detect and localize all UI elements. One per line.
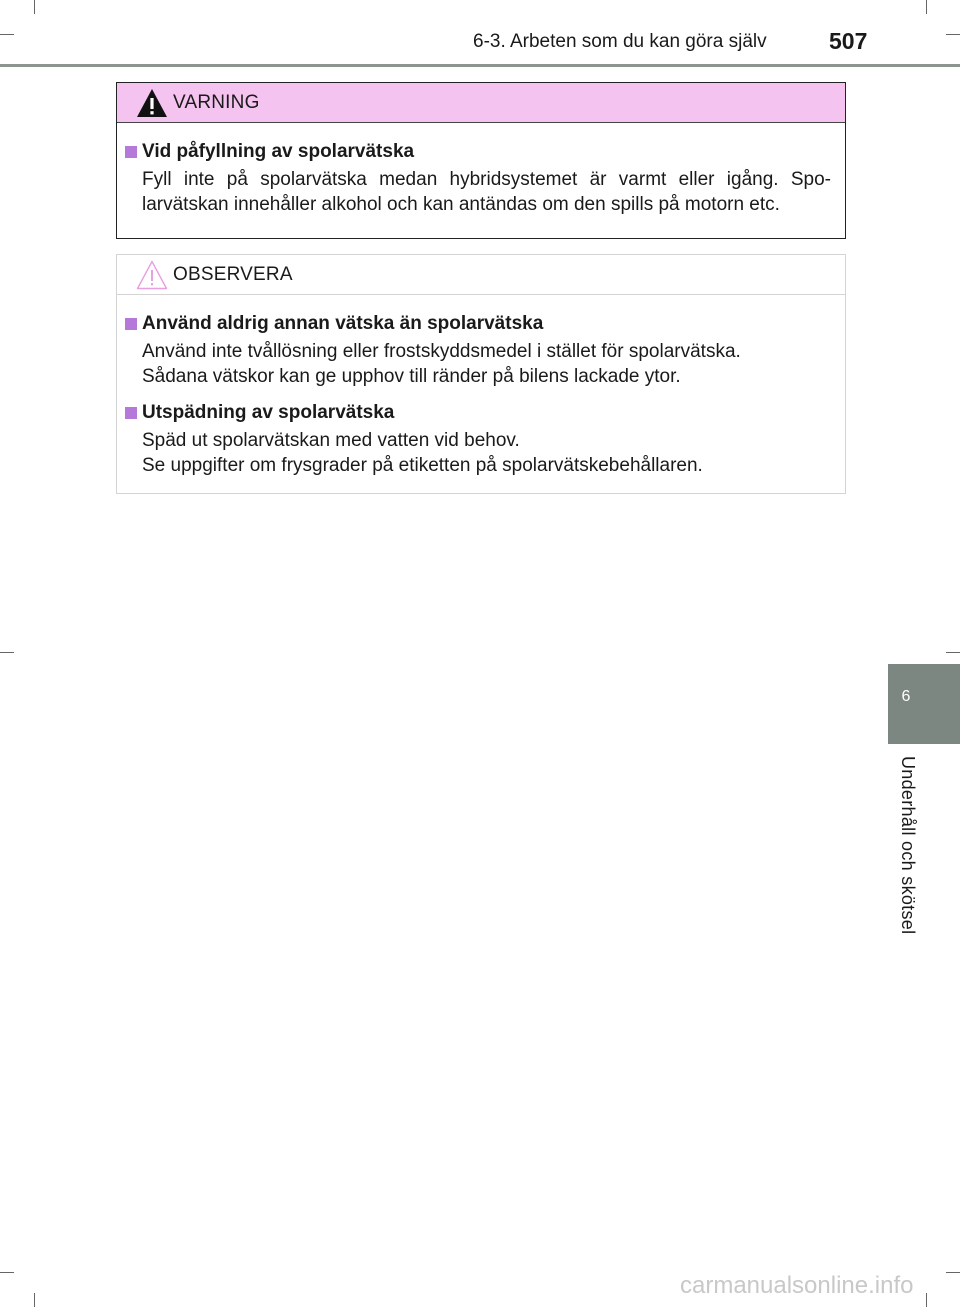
item-text [142,340,831,389]
square-bullet-icon [125,407,137,419]
notice-body [117,295,845,478]
watermark: carmanualsonline.info [680,1272,914,1299]
crop-mark [0,34,14,35]
item-text-line: Använd inte tvållösning eller frostskyddsmedel i stället för spolarvätska. [142,341,741,362]
item-text-line: Sådana vätskor kan ge upphov till ränder på bilens lackade ytor. [142,365,681,387]
warning-triangle-icon [135,87,169,119]
notice-box [116,254,846,494]
item-title-text: Använd aldrig annan vätska än spolarvätska [142,313,544,334]
chapter-number: 6 [901,688,911,705]
crop-mark [926,1293,927,1307]
caution-triangle-icon [135,259,169,291]
item-title [125,140,831,164]
crop-mark [946,1272,960,1273]
page-number: 507 [829,28,868,54]
warning-header [117,83,845,123]
crop-mark [34,1293,35,1307]
warning-box [116,82,846,239]
warning-item [125,140,831,217]
item-title-text: Utspädning av spolarvätska [142,402,395,423]
crop-mark [946,652,960,653]
notice-label: OBSERVERA [173,264,293,285]
item-text-line: Se uppgifter om frysgrader på etiketten på spolarvätskebehållaren. [142,454,703,476]
notice-header [117,255,845,295]
header-divider [0,64,960,67]
chapter-label: Underhåll och skötsel [898,756,918,935]
square-bullet-icon [125,146,137,158]
chapter-tab[interactable] [888,664,960,744]
warning-body [117,123,845,217]
item-text-line: Späd ut spolarvätskan med vatten vid behov. [142,430,520,451]
notice-item [125,401,831,478]
section-title: 6-3. Arbeten som du kan göra själv [473,31,767,52]
warning-label: VARNING [173,92,260,113]
item-title [125,312,831,336]
item-text: Fyll inte på spolarvätska medan hybridsystemet är varmt eller igång. Spo-larvätskan innehåller alkohol och kan antändas om den spills på motorn etc. [142,169,831,215]
square-bullet-icon [125,318,137,330]
item-title-text: Vid påfyllning av spolarvätska [142,141,415,162]
item-title [125,401,831,425]
notice-item [125,312,831,389]
crop-mark [946,34,960,35]
crop-mark [926,0,927,14]
crop-mark [0,652,14,653]
crop-mark [34,0,35,14]
crop-mark [0,1272,14,1273]
item-text [142,429,831,478]
